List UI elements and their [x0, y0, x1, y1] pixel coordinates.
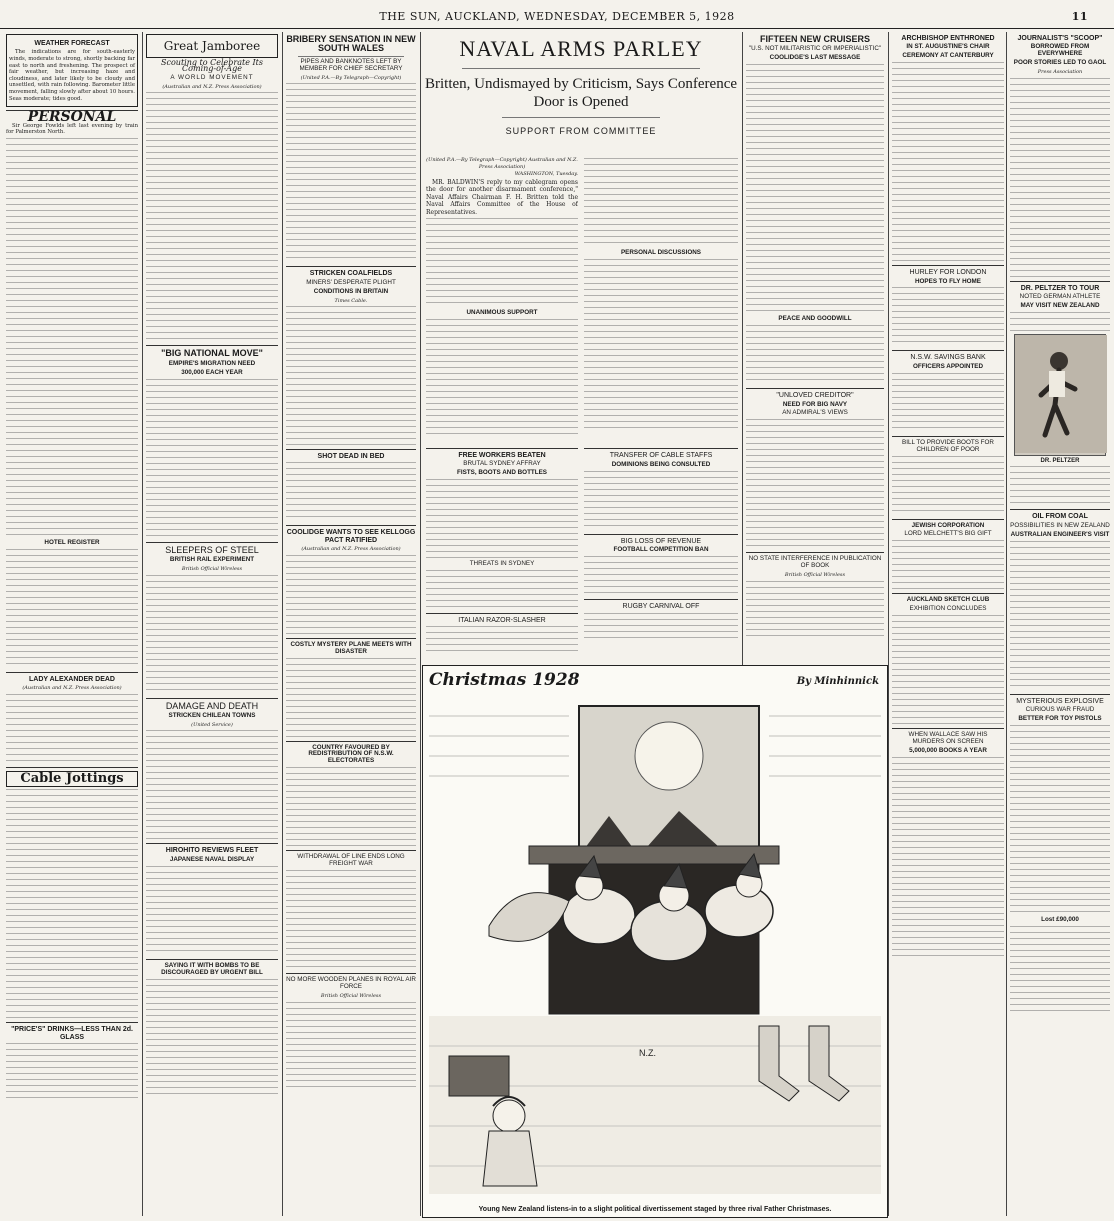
savings-title: N.S.W. SAVINGS BANK — [910, 354, 986, 362]
state-text — [746, 581, 884, 641]
oil-sub: POSSIBILITIES IN NEW ZEALAND — [1010, 521, 1110, 529]
threats-text — [426, 570, 578, 610]
weather-title: WEATHER FORECAST — [34, 40, 110, 47]
column-rule — [1006, 32, 1007, 1216]
bribery-credit: (United P.A.—By Telegraph—Copyright) — [300, 74, 402, 81]
revenue-title: BIG LOSS OF REVENUE — [620, 537, 702, 545]
personal-lead: Sir George Fowlds left last evening by train for Palmerston North. — [6, 122, 138, 136]
mystery-text-2 — [1010, 926, 1110, 1016]
steel-title: SLEEPERS OF STEEL — [165, 544, 259, 555]
cruisers-text — [746, 64, 884, 314]
migration-sub2: 300,000 EACH YEAR — [181, 368, 243, 376]
coal-credit: Times Cable. — [334, 297, 368, 304]
revenue-sub: FOOTBALL COMPETITION BAN — [613, 546, 709, 554]
state-title: NO STATE INTERFERENCE IN PUBLICATION OF BOOK — [748, 555, 882, 570]
oil-text — [1010, 541, 1110, 691]
hirohito-text — [146, 866, 278, 956]
naval-text-4 — [584, 259, 738, 429]
migration-title: "BIG NATIONAL MOVE" — [161, 348, 263, 359]
column-6 — [746, 32, 884, 662]
peltzer-text-2 — [1010, 466, 1110, 506]
naval-text-2 — [426, 319, 578, 439]
column-rule — [142, 32, 143, 1216]
revenue-text — [584, 556, 738, 596]
transfer-text — [584, 471, 738, 531]
oil-sub2: AUSTRALIAN ENGINEER'S VISIT — [1010, 530, 1110, 538]
coal-sub: MINERS' DESPERATE PLIGHT — [306, 278, 396, 286]
cartoon-byline: By Minhinnick — [796, 676, 879, 687]
damage-credit: (United Service) — [191, 721, 233, 728]
column-1 — [6, 32, 138, 1216]
masthead-title: THE SUN, AUCKLAND, WEDNESDAY, DECEMBER 5, 1928 — [379, 10, 735, 23]
scoop-sub: BORROWED FROM EVERYWHERE — [1030, 43, 1090, 58]
shoes-title: BILL TO PROVIDE BOOTS FOR CHILDREN OF POOR — [902, 438, 994, 453]
peace-goodwill: PEACE AND GOODWILL — [778, 315, 852, 323]
weather-text: The indications are for south-easterly winds, moderate to strong, shortly backing far east to north and freshening. The prospect of fair weather, but increasing haze and cloudiness, and later likely to be cloudy and unsettled, with rain following. Barometer little movement, falling slowly after about 10 hours. Seas moderate; tides good. — [9, 49, 135, 102]
column-7 — [892, 32, 1004, 1216]
state-credit: British Official Wireless — [784, 572, 846, 579]
workers-sub2: FISTS, BOOTS AND BOTTLES — [456, 469, 548, 477]
sketch-title: AUCKLAND SKETCH CLUB — [906, 596, 990, 604]
shot-title: SHOT DEAD IN BED — [317, 453, 385, 461]
peltzer-text — [1010, 312, 1110, 332]
wooden-credit: British Official Wireless — [320, 993, 382, 1000]
steel-text — [146, 575, 278, 695]
jamboree-title: Great Jamboree — [163, 39, 261, 53]
mystery-sub: CURIOUS WAR FRAUD — [1025, 706, 1095, 714]
hotel-register-text — [6, 549, 138, 669]
mystery-title: MYSTERIOUS EXPLOSIVE — [1016, 697, 1104, 705]
lady-alexander-credit: (Australian and N.Z. Press Association) — [22, 685, 122, 692]
cable-jottings-title: Cable Jottings — [20, 770, 124, 786]
peltzer-photo — [1014, 334, 1106, 456]
rugby-text — [584, 613, 738, 643]
jamboree-text — [146, 92, 278, 342]
peltzer-sub: NOTED GERMAN ATHLETE — [1019, 293, 1101, 301]
savings-text — [892, 373, 1004, 433]
country-text — [286, 767, 416, 847]
bribery-text — [286, 83, 416, 263]
column-rule — [420, 32, 421, 1216]
jewish-title: JEWISH CORPORATION — [911, 521, 985, 529]
cartoon-illustration — [429, 696, 881, 1194]
hurley-sub: HOPES TO FLY HOME — [914, 277, 981, 285]
sketch-text — [892, 615, 1004, 725]
archbishop-title: ARCHBISHOP ENTHRONED — [901, 35, 995, 42]
masthead — [0, 0, 1114, 29]
coal-sub2: CONDITIONS IN BRITAIN — [313, 287, 389, 295]
jamboree-credit: (Australian and N.Z. Press Association) — [162, 83, 262, 90]
withdrawal-title: WITHDRAWAL OF LINE ENDS LONG FREIGHT WAR — [297, 853, 405, 868]
damage-sub: STRICKEN CHILEAN TOWNS — [168, 711, 256, 719]
naval-text-3 — [584, 158, 738, 248]
naval-text-1 — [426, 218, 578, 308]
mystery-text — [1010, 725, 1110, 915]
scoop-credit: Press Association — [1037, 69, 1083, 76]
prices-text — [6, 1043, 138, 1103]
naval-banner — [422, 32, 740, 152]
razor-title: ITALIAN RAZOR-SLASHER — [458, 617, 546, 625]
column-4 — [426, 448, 578, 662]
naval-unanimous: UNANIMOUS SUPPORT — [466, 309, 538, 317]
oil-title: OIL FROM COAL — [1032, 513, 1088, 521]
peltzer-title: DR. PELTZER TO TOUR — [1020, 284, 1100, 292]
runner-photo-icon — [1015, 335, 1107, 453]
sketch-sub: EXHIBITION CONCLUDES — [909, 605, 987, 613]
archbishop-text — [892, 62, 1004, 262]
cartoon-caption: Young New Zealand listens-in to a slight political divertissement staged by three rival Father Christmases. — [478, 1206, 832, 1213]
plane-title: COSTLY MYSTERY PLANE MEETS WITH DISASTER — [290, 640, 412, 655]
wallace-title: WHEN WALLACE SAW HIS MURDERS ON SCREEN — [908, 731, 988, 746]
country-title: COUNTRY FAVOURED BY REDISTRIBUTION OF N.S.W. ELECTORATES — [308, 743, 394, 765]
damage-title: DAMAGE AND DEATH — [165, 700, 259, 711]
hirohito-title: HIROHITO REVIEWS FLEET — [165, 847, 259, 855]
jamboree-sub: A WORLD MOVEMENT — [170, 73, 254, 81]
hurley-text — [892, 287, 1004, 347]
threats-title: THREATS IN SYDNEY — [469, 560, 535, 568]
coolidge-title: COOLIDGE WANTS TO SEE KELLOGG PACT RATIFIED — [286, 529, 416, 544]
transfer-sub: DOMINIONS BEING CONSULTED — [611, 460, 711, 468]
column-8 — [1010, 32, 1110, 1216]
cable-jottings-text — [6, 789, 138, 1019]
naval-col-a — [426, 156, 578, 446]
naval-col-b — [584, 156, 738, 446]
naval-headline: NAVAL ARMS PARLEY — [459, 36, 703, 61]
archbishop-sub: IN ST. AUGUSTINE'S CHAIR — [906, 43, 990, 51]
workers-title: FREE WORKERS BEATEN — [458, 452, 546, 459]
jamboree-kicker: Scouting to Celebrate Its Coming-of-Age — [161, 57, 263, 74]
page-number: 11 — [1071, 10, 1088, 23]
hirohito-sub: JAPANESE NAVAL DISPLAY — [169, 855, 255, 863]
naval-lead: MR. BALDWIN'S reply to my cablegram opens the door for another disarmament conference," Naval Affairs Chairman F. H. Britten told the Naval Affairs Committee of the House of Representatives. — [426, 178, 578, 216]
bribery-title: BRIBERY SENSATION IN NEW SOUTH WALES — [286, 34, 416, 54]
steel-sub: BRITISH RAIL EXPERIMENT — [169, 556, 255, 564]
jewish-text — [892, 540, 1004, 590]
cruisers-sub: "U.S. NOT MILITARISTIC OR IMPERIALISTIC" — [748, 45, 882, 53]
migration-sub: EMPIRE'S MIGRATION NEED — [168, 359, 256, 367]
bombs-text — [146, 979, 278, 1099]
steel-credit: British Official Wireless — [181, 565, 243, 572]
christmas-cartoon — [422, 665, 888, 1218]
cartoon-title: Christmas 1928 — [429, 670, 580, 690]
bribery-sub: PIPES AND BANKNOTES LEFT BY MEMBER FOR CHIEF SECRETARY — [299, 57, 403, 72]
column-5 — [584, 448, 738, 662]
shoes-text — [892, 456, 1004, 516]
mystery-amount: Lost £90,000 — [1041, 915, 1079, 923]
personal-text — [6, 138, 138, 538]
workers-text — [426, 479, 578, 559]
coolidge-credit: (Australian and N.Z. Press Association) — [301, 546, 401, 553]
bombs-title: SAYING IT WITH BOMBS TO BE DISCOURAGED BY URGENT BILL — [161, 961, 263, 976]
column-rule — [282, 32, 283, 1216]
scoop-text — [1010, 78, 1110, 278]
prices-title: "PRICE'S" DRINKS—LESS THAN 2d. GLASS — [11, 1026, 133, 1041]
lady-alexander-text — [6, 694, 138, 764]
column-3 — [286, 32, 416, 1216]
coal-title: STRICKEN COALFIELDS — [309, 270, 393, 278]
peace-text — [746, 325, 884, 385]
cruisers-title: FIFTEEN NEW CRUISERS — [759, 34, 870, 44]
cruisers-sub2: COOLIDGE'S LAST MESSAGE — [769, 54, 861, 62]
shot-text — [286, 462, 416, 522]
mystery-sub2: BETTER FOR TOY PISTOLS — [1018, 714, 1102, 722]
hurley-title: HURLEY FOR LONDON — [909, 269, 987, 277]
savings-sub: OFFICERS APPOINTED — [912, 362, 984, 370]
scoop-sub2: POOR STORIES LED TO GAOL — [1013, 59, 1107, 67]
damage-text — [146, 730, 278, 840]
scoop-title: JOURNALIST'S "SCOOP" — [1017, 35, 1103, 42]
plane-text — [286, 658, 416, 738]
naval-credit: (United P.A.—By Telegraph—Copyright) Australian and N.Z. Press Association) — [426, 157, 578, 170]
naval-dateline: WASHINGTON, Tuesday. — [514, 171, 578, 178]
coolidge-text — [286, 555, 416, 635]
wallace-text — [892, 757, 1004, 957]
creditor-title: "UNLOVED CREDITOR" — [776, 392, 854, 400]
naval-personal: PERSONAL DISCUSSIONS — [620, 249, 701, 256]
razor-text — [426, 626, 578, 656]
wallace-sub: 5,000,000 BOOKS A YEAR — [909, 747, 987, 755]
creditor-sub: NEED FOR BIG NAVY — [782, 400, 848, 408]
column-rule — [888, 32, 889, 1216]
hotel-register-title: HOTEL REGISTER — [44, 538, 100, 546]
coal-text — [286, 306, 416, 446]
wooden-text — [286, 1002, 416, 1092]
transfer-title: TRANSFER OF CABLE STAFFS — [609, 452, 713, 459]
wooden-title: NO MORE WOODEN PLANES IN ROYAL AIR FORCE — [286, 976, 416, 991]
svg-text:N.Z.: N.Z. — [639, 1048, 656, 1058]
lady-alexander-title: LADY ALEXANDER DEAD — [29, 675, 115, 683]
personal-title: PERSONAL — [27, 109, 117, 126]
archbishop-sub2: CEREMONY AT CANTERBURY — [902, 52, 994, 60]
column-2 — [146, 32, 278, 1216]
peltzer-sub2: MAY VISIT NEW ZEALAND — [1020, 301, 1100, 309]
creditor-text — [746, 419, 884, 549]
naval-sub: SUPPORT FROM COMMITTEE — [505, 126, 657, 136]
withdrawal-text — [286, 870, 416, 970]
creditor-sub2: AN ADMIRAL'S VIEWS — [782, 409, 848, 417]
migration-text — [146, 379, 278, 539]
peltzer-caption: DR. PELTZER — [1040, 457, 1080, 464]
workers-sub: BRUTAL SYDNEY AFFRAY — [463, 460, 541, 468]
naval-deck: Britten, Undismayed by Criticism, Says Conference Door is Opened — [424, 76, 738, 110]
weather-box — [6, 34, 138, 107]
jewish-sub: LORD MELCHETT'S BIG GIFT — [904, 530, 992, 538]
rugby-title: RUGBY CARNIVAL OFF — [622, 603, 700, 611]
